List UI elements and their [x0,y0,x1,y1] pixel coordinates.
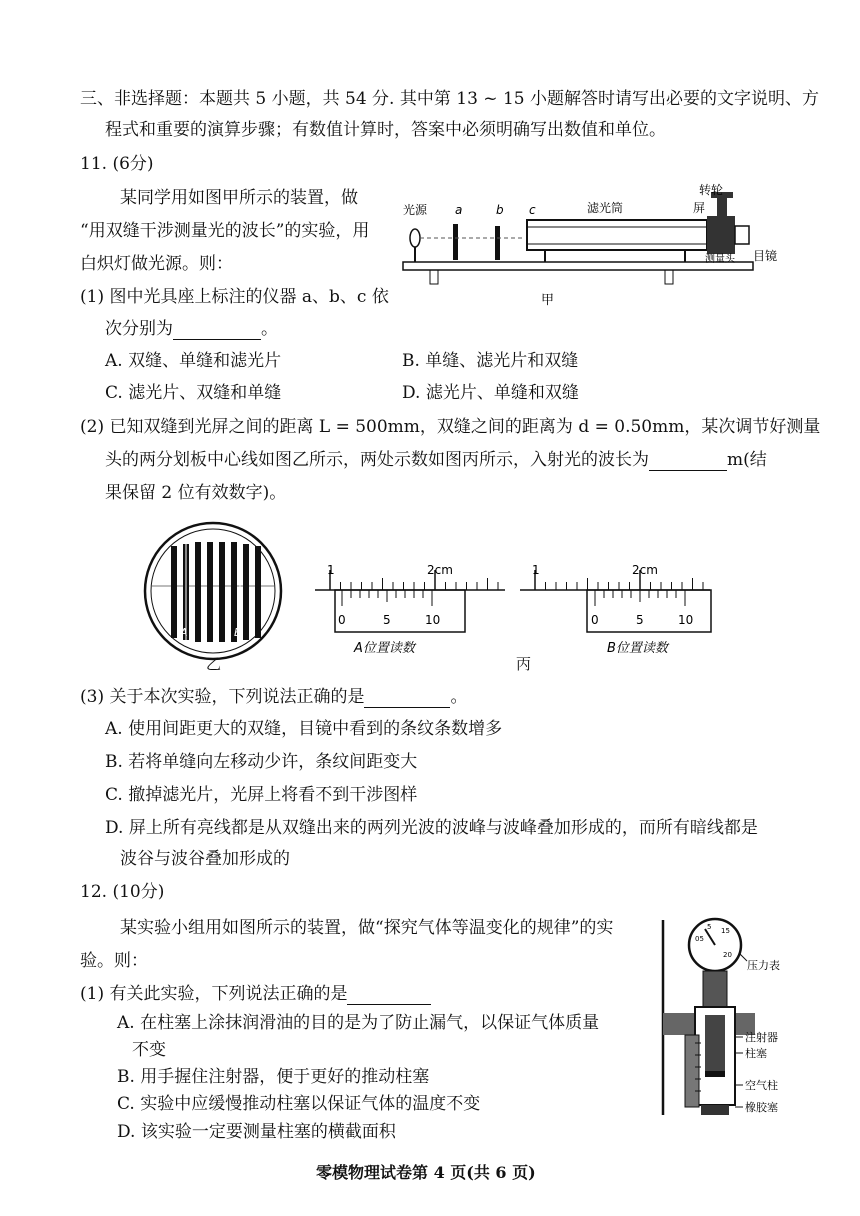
q11-part3-stem: (3) 关于本次实验，下列说法正确的是 。 [80,687,468,707]
q12-option-a: A. 在柱塞上涂抹润滑油的目的是为了防止漏气，以保证气体质量 [117,1013,600,1033]
label-B: B [234,626,242,639]
q11-p3-option-a: A. 使用间距更大的双缝，目镜中看到的条纹条数增多 [105,719,503,739]
figure-bing-vernier-B [515,560,715,660]
label-filter-tube: 滤光筒 [587,201,624,215]
label-a-reading: A位置读数 [354,641,415,656]
main-1: 1 [327,563,335,577]
q12-part1-stem: (1) 有关此实验，下列说法正确的是 [80,983,431,1005]
label-b-reading: B位置读数 [607,641,668,656]
q11-part2-line1: (2) 已知双缝到光屏之间的距离 L = 500mm，双缝之间的距离为 d = 0.50mm，某次调节好测量 [80,417,821,437]
q11-p3-option-b: B. 若将单缝向左移动少许，条纹间距变大 [105,752,418,772]
q11-p3-option-d: D. 屏上所有亮线都是从双缝出来的两列光波的波峰与波峰叠加形成的，而所有暗线都是 [105,818,758,838]
answer-blank[interactable] [649,452,727,471]
q11-intro-2: “用双缝干涉测量光的波长”的实验，用 [80,221,370,241]
q11-p1-option-b: B. 单缝、滤光片和双缝 [402,351,579,371]
q11-part2-line3: 果保留 2 位有效数字)。 [105,483,287,503]
q11-intro-3: 白炽灯做光源。则： [80,254,233,274]
label-rubber-stopper: 橡胶塞 [745,1101,778,1114]
v-5: 5 [636,613,644,627]
q12-option-a-cont: 不变 [132,1040,166,1060]
gauge-20: 20 [723,951,732,959]
q11-part1-stem2: 次分别为 。 [105,319,278,339]
label-plunger: 柱塞 [745,1047,767,1060]
figure-q12-syringe [635,915,835,1120]
label-syringe: 注射器 [745,1031,778,1044]
label-c: c [529,203,536,217]
q12-intro-1: 某实验小组用如图所示的装置，做“探究气体等温变化的规律”的实 [120,918,614,938]
page-footer: 零模物理试卷第 4 页(共 6 页) [316,1163,536,1182]
figure-bing-vernier-A [310,560,510,660]
v-0: 0 [591,613,599,627]
q11-part2-line2: 头的两分划板中心线如图乙所示，两处示数如图丙所示，入射光的波长为 m(结 [105,450,767,470]
label-measure-head: 测量头 [705,254,735,265]
v-5: 5 [383,613,391,627]
label-eyepiece: 目镜 [753,249,778,263]
gauge-15: 15 [721,927,730,935]
label-b: b [496,203,504,217]
main-2cm: 2cm [427,563,453,577]
label-air-column: 空气柱 [745,1079,778,1092]
label-wheel: 转轮 [699,183,724,197]
section-instructions-line1: 三、非选择题：本题共 5 小题，共 54 分. 其中第 13 ~ 15 小题解答时请写出必要的文字说明、方 [80,89,819,109]
question-12-header: 12. (10分) [80,882,165,902]
q11-part1-stem: (1) 图中光具座上标注的仪器 a、b、c 依 [80,287,389,307]
q11-p1-option-c: C. 滤光片、双缝和单缝 [105,383,282,403]
gauge-05: 05 [695,935,704,943]
answer-blank[interactable] [347,986,431,1005]
label-A: A [180,626,188,639]
label-screen: 屏 [693,201,706,215]
label-a: a [455,203,463,217]
q12-option-b: B. 用手握住注射器，便于更好的推动柱塞 [117,1067,430,1087]
main-2cm: 2cm [632,563,658,577]
figure-jia-apparatus [395,180,795,310]
main-1: 1 [532,563,540,577]
caption-bing: 丙 [516,655,532,673]
q11-p1-option-d: D. 滤光片、单缝和双缝 [402,383,579,403]
label-light-source: 光源 [403,203,428,217]
q11-p3-option-c: C. 撤掉滤光片，光屏上将看不到干涉图样 [105,785,418,805]
v-10: 10 [425,613,441,627]
gauge-5: 5 [707,923,712,931]
q12-option-d: D. 该实验一定要测量柱塞的横截面积 [117,1122,396,1142]
answer-blank[interactable] [173,321,261,340]
q11-p3-option-d-cont: 波谷与波谷叠加形成的 [120,849,290,869]
answer-blank[interactable] [364,689,450,708]
q12-option-c: C. 实验中应缓慢推动柱塞以保证气体的温度不变 [117,1094,481,1114]
v-0: 0 [338,613,346,627]
caption-jia: 甲 [541,293,555,308]
q11-intro-1: 某同学用如图甲所示的装置，做 [120,188,358,208]
section-instructions-line2: 程式和重要的演算步骤；有数值计算时，答案中必须明确写出数值和单位。 [105,120,666,140]
v-10: 10 [678,613,694,627]
question-11-header: 11. (6分) [80,154,154,174]
q11-p1-option-a: A. 双缝、单缝和滤光片 [105,351,282,371]
q12-intro-2: 验。则： [80,951,148,971]
label-pressure-gauge: 压力表 [747,959,780,972]
figure-yi-eyepiece [140,520,290,670]
caption-yi: 乙 [206,655,222,673]
